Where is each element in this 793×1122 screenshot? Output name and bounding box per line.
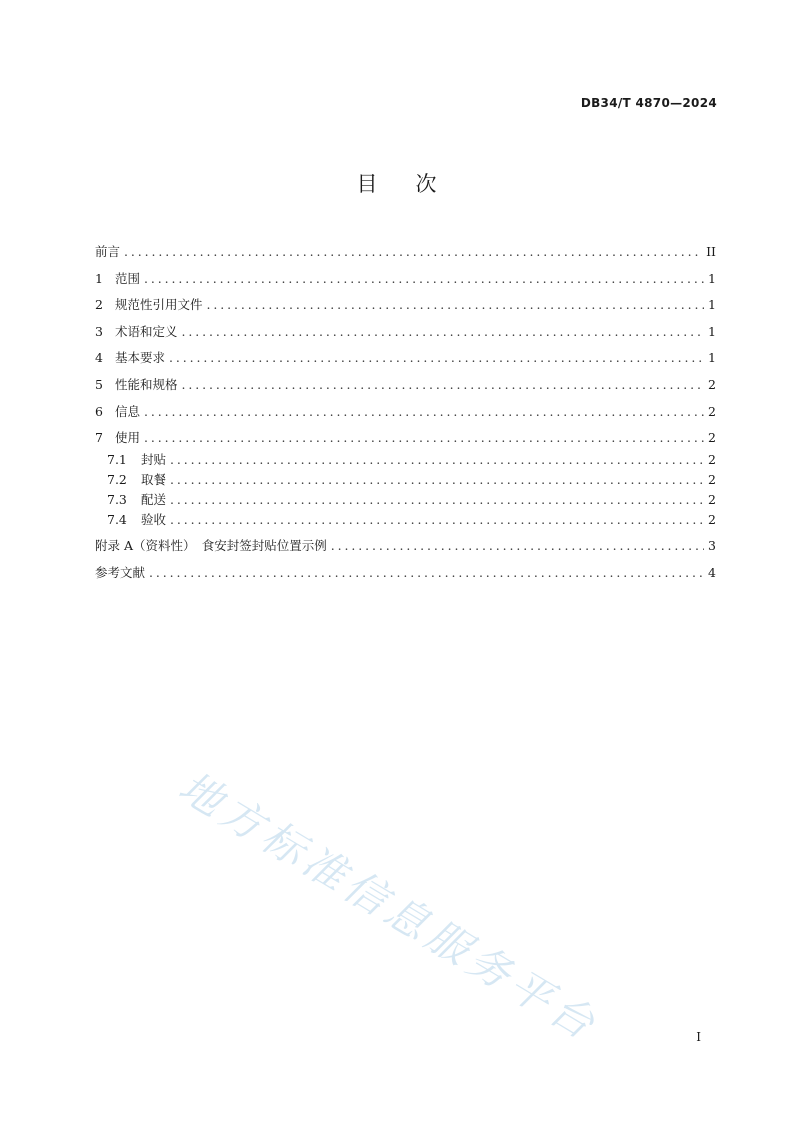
toc-entry-page: 4 [708, 565, 716, 580]
toc-entry-3[interactable] [95, 320, 716, 340]
toc-entry-page: 2 [708, 404, 716, 419]
toc-entry-bibliography[interactable] [95, 561, 716, 581]
toc-title [0, 168, 793, 198]
toc-entry-page: 2 [708, 512, 716, 527]
toc-entry-number: 7.4 [107, 512, 127, 527]
toc-entry-page: 1 [708, 297, 716, 312]
toc-entry-7-3[interactable] [107, 488, 716, 508]
dot-leader [170, 492, 704, 508]
toc-entry-page: 2 [708, 472, 716, 487]
toc-entry-7-1[interactable] [107, 448, 716, 468]
toc-title-char-2: 次 [415, 172, 437, 196]
toc-entry-5[interactable] [95, 373, 716, 393]
dot-leader [149, 565, 704, 581]
toc-entry-page: 2 [708, 430, 716, 445]
dot-leader [144, 430, 704, 446]
toc-entry-text: 信息 [115, 404, 141, 419]
toc-entry-2[interactable] [95, 293, 716, 313]
dot-leader [331, 538, 704, 554]
toc-entry-7-2[interactable] [107, 468, 716, 488]
toc-entry-page: 3 [708, 538, 716, 553]
toc-entry-number: 4 [95, 350, 103, 365]
toc-entry-foreword[interactable] [95, 240, 716, 260]
toc-entry-appendix-a[interactable] [95, 534, 716, 554]
dot-leader [144, 404, 704, 420]
toc-entry-number: 7.3 [107, 492, 127, 507]
toc-entry-text: 术语和定义 [115, 324, 178, 339]
toc-entry-page: 1 [708, 324, 716, 339]
toc-entry-number: 1 [95, 271, 103, 286]
dot-leader [182, 377, 704, 393]
toc-entry-page: 2 [708, 452, 716, 467]
watermark: 地方标准信息服务平台 [170, 761, 608, 1052]
toc-title-char-1: 目 [356, 172, 378, 196]
toc-entry-7[interactable] [95, 426, 716, 446]
toc-entry-6[interactable] [95, 400, 716, 420]
page-number: I [696, 1030, 701, 1044]
toc-entry-number: 3 [95, 324, 103, 339]
dot-leader [170, 452, 704, 468]
toc-entry-text: 使用 [115, 430, 141, 445]
toc-entry-text: 范围 [115, 271, 141, 286]
toc-entry-page: 2 [708, 377, 716, 392]
toc-entry-number: 2 [95, 297, 103, 312]
dot-leader [169, 350, 704, 366]
toc-entry-number: 6 [95, 404, 103, 419]
dot-leader [170, 472, 704, 488]
toc-entry-text: 规范性引用文件 [115, 297, 203, 312]
dot-leader [182, 324, 704, 340]
document-code: DB34/T 4870—2024 [580, 96, 717, 110]
toc-entry-text: 性能和规格 [115, 377, 178, 392]
toc-entry-number: 7.2 [107, 472, 127, 487]
toc-entry-text: 前言 [95, 244, 121, 259]
dot-leader [207, 297, 704, 313]
toc-entry-4[interactable] [95, 346, 716, 366]
toc-entry-page: II [706, 244, 716, 259]
toc-entry-7-4[interactable] [107, 508, 716, 528]
toc-entry-page: 2 [708, 492, 716, 507]
toc-entry-1[interactable] [95, 267, 716, 287]
dot-leader [144, 271, 704, 287]
dot-leader [170, 512, 704, 528]
toc-entry-number: 7 [95, 430, 103, 445]
toc-entry-text: 验收 [141, 512, 167, 527]
toc-entry-text: 附录 A（资料性） 食安封签封贴位置示例 [95, 538, 327, 553]
toc-entry-text: 基本要求 [115, 350, 166, 365]
toc-entry-text: 封贴 [141, 452, 167, 467]
toc-entry-text: 配送 [141, 492, 167, 507]
toc-entry-number: 7.1 [107, 452, 127, 467]
dot-leader [124, 244, 702, 260]
toc-entry-text: 参考文献 [95, 565, 146, 580]
toc-entry-page: 1 [708, 350, 716, 365]
toc-entry-text: 取餐 [141, 472, 167, 487]
toc-entry-number: 5 [95, 377, 103, 392]
toc-entry-page: 1 [708, 271, 716, 286]
